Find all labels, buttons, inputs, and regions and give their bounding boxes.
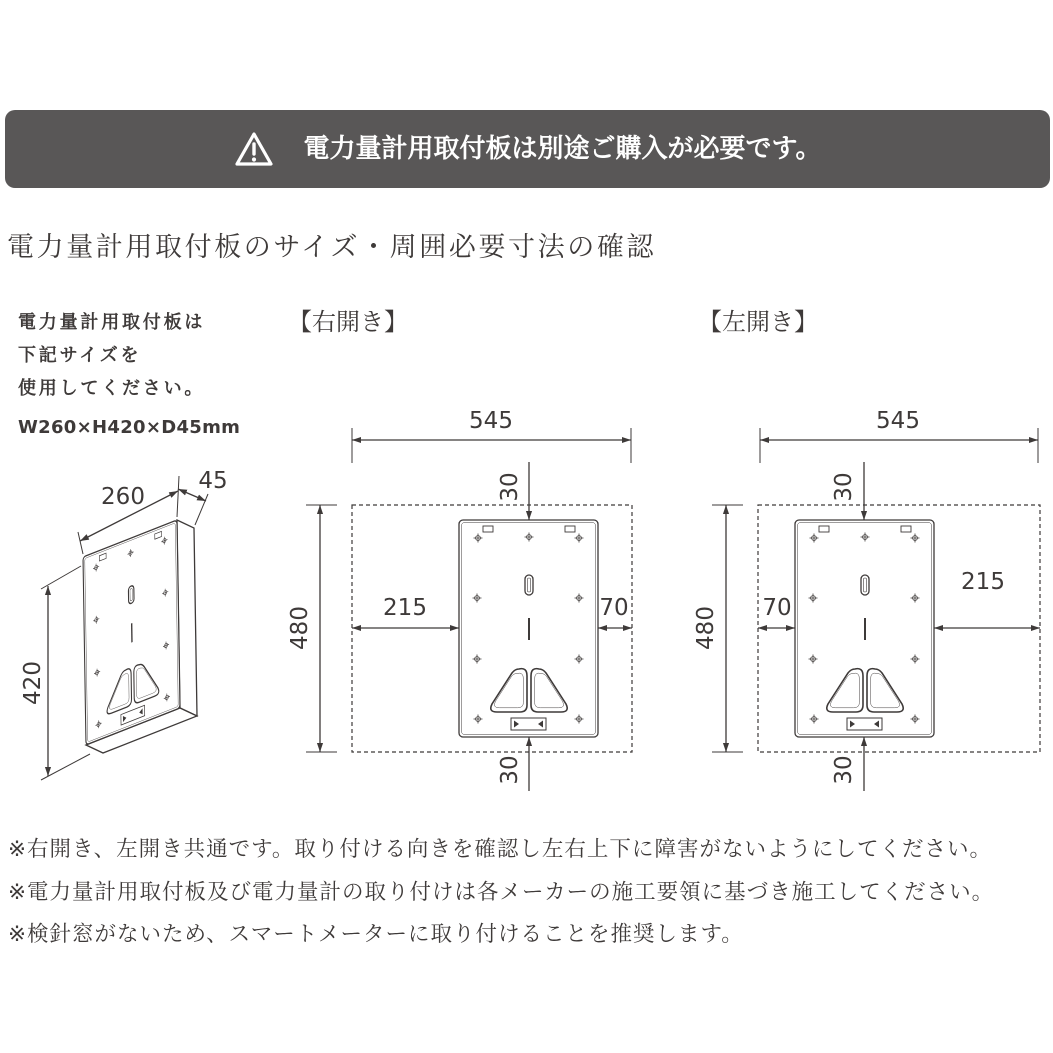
section-title: 電力量計用取付板のサイズ・周囲必要寸法の確認 xyxy=(7,232,657,263)
height-extension-line xyxy=(41,566,81,589)
width-label: 260 xyxy=(101,484,145,510)
width-extension-line xyxy=(177,476,179,517)
top-clearance-label: 30 xyxy=(831,472,857,502)
height-extension-line xyxy=(41,754,90,780)
right-opening-title: 【右開き】 xyxy=(288,308,408,336)
board-isometric-view xyxy=(20,468,228,780)
right-clearance-label: 70 xyxy=(599,595,629,621)
overall-height-label: 480 xyxy=(287,606,313,650)
bottom-clearance-label: 30 xyxy=(831,755,857,785)
size-note-spec: W260×H420×D45mm xyxy=(18,417,241,438)
required-space-outline xyxy=(758,505,1040,752)
width-extension-line xyxy=(78,532,83,554)
overall-width-label: 545 xyxy=(469,408,513,434)
top-clearance-label: 30 xyxy=(497,472,523,502)
right-clearance-label: 215 xyxy=(961,569,1005,595)
footnotes xyxy=(8,829,994,957)
left-clearance-label: 70 xyxy=(762,595,792,621)
meter-board xyxy=(795,520,934,737)
depth-dimension-line xyxy=(178,489,206,501)
right-opening-diagram xyxy=(287,408,632,791)
warning-icon-dot xyxy=(251,157,255,161)
width-dimension-line xyxy=(80,491,178,541)
board-front-face xyxy=(83,520,180,745)
board-side-face xyxy=(177,520,197,716)
footnote: ※電力量計用取付板及び電力量計の取り付けは各メーカーの施工要領に基づき施工してください。 xyxy=(8,879,995,905)
required-space-outline xyxy=(352,505,632,752)
footnote: ※検針窓がないため、スマートメーターに取り付けることを推奨します。 xyxy=(8,922,744,947)
board-bottom-face xyxy=(86,708,197,753)
height-label: 420 xyxy=(20,661,46,705)
size-note xyxy=(18,306,240,444)
depth-label: 45 xyxy=(198,468,228,494)
overall-width-label: 545 xyxy=(876,408,920,434)
meter-board xyxy=(459,520,598,737)
warning-icon xyxy=(234,131,274,167)
overall-height-label: 480 xyxy=(693,606,719,650)
footnote: ※右開き、左開き共通です。取り付ける向きを確認し左右上下に障害がないようにしてください。 xyxy=(8,837,992,862)
size-note-line: 電力量計用取付板は xyxy=(18,312,206,333)
left-opening-title: 【左開き】 xyxy=(698,308,818,336)
notice-text: 電力量計用取付板は別途ご購入が必要です。 xyxy=(303,134,822,164)
depth-extension-line xyxy=(195,494,208,525)
size-note-line: 使用してください。 xyxy=(18,378,206,399)
notice-banner xyxy=(5,110,1050,188)
left-clearance-label: 215 xyxy=(383,595,427,621)
left-opening-diagram xyxy=(693,408,1040,791)
bottom-clearance-label: 30 xyxy=(497,755,523,785)
size-note-line: 下記サイズを xyxy=(18,345,142,366)
